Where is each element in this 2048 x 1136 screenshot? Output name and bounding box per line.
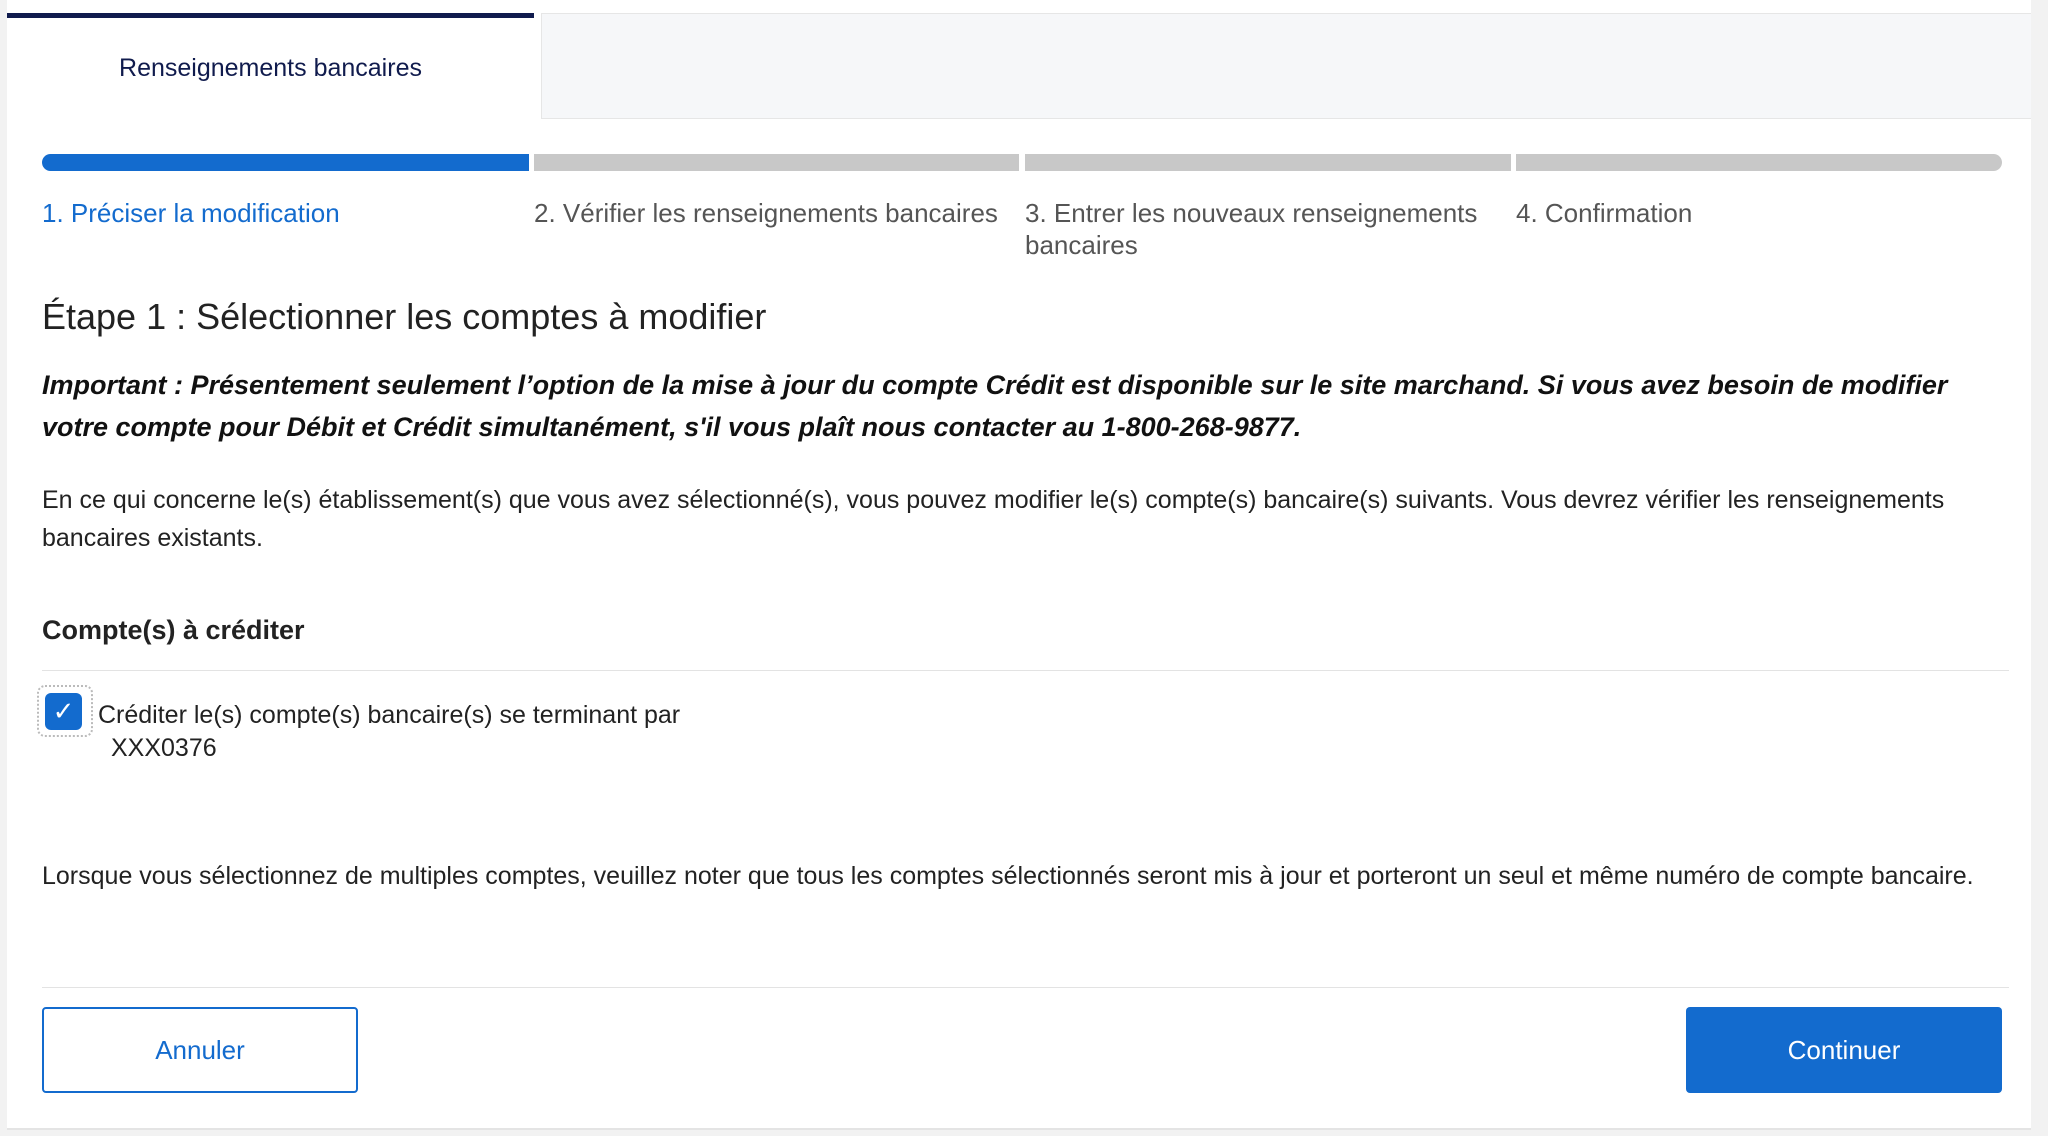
tab-label: Renseignements bancaires — [119, 54, 422, 82]
tab-bar — [541, 13, 2031, 119]
account-checkbox-label[interactable]: Créditer le(s) compte(s) bancaire(s) se terminant par — [98, 701, 681, 729]
tab-renseignements-bancaires[interactable] — [7, 13, 534, 119]
step-label-2: 2. Vérifier les renseignements bancaires — [534, 198, 998, 228]
continue-button[interactable]: Continuer — [1686, 1007, 2002, 1093]
progress-segment-2 — [534, 154, 1019, 171]
intro-text: En ce qui concerne le(s) établissement(s) que vous avez sélectionné(s), vous pouvez modifier le(s) compte(s) bancaire(s) suivants. Vous devrez vérifier les renseignements bancaires existants. — [42, 486, 1945, 552]
divider — [42, 987, 2009, 988]
progress-segment-3 — [1025, 154, 1511, 171]
step-label-3: 3. Entrer les nouveaux renseignements bancaires — [1025, 198, 1478, 260]
progress-segment-4 — [1516, 154, 2002, 171]
step-label-1: 1. Préciser la modification — [42, 198, 340, 228]
main-panel — [7, 0, 2031, 1130]
page-title: Étape 1 : Sélectionner les comptes à modifier — [42, 296, 767, 337]
divider — [42, 670, 2009, 671]
step-label-4: 4. Confirmation — [1516, 198, 1693, 228]
checkmark-icon: ✓ — [45, 693, 82, 730]
account-checkbox[interactable] — [37, 685, 93, 737]
multiple-accounts-note: Lorsque vous sélectionnez de multiples comptes, veuillez noter que tous les comptes sélectionnés seront mis à jour et porteront un seul et même numéro de compte bancaire. — [42, 862, 1974, 890]
account-number: XXX0376 — [111, 734, 217, 762]
progress-segment-1 — [42, 154, 529, 171]
important-notice: Important : Présentement seulement l’option de la mise à jour du compte Crédit est disponible sur le site marchand. Si vous avez besoin de modifier votre compte pour Débit et Crédit simultanément, s'il vous plaît nous contacter au 1-800-268-9877. — [42, 370, 1948, 442]
cancel-button[interactable]: Annuler — [42, 1007, 358, 1093]
section-title: Compte(s) à créditer — [42, 615, 305, 645]
